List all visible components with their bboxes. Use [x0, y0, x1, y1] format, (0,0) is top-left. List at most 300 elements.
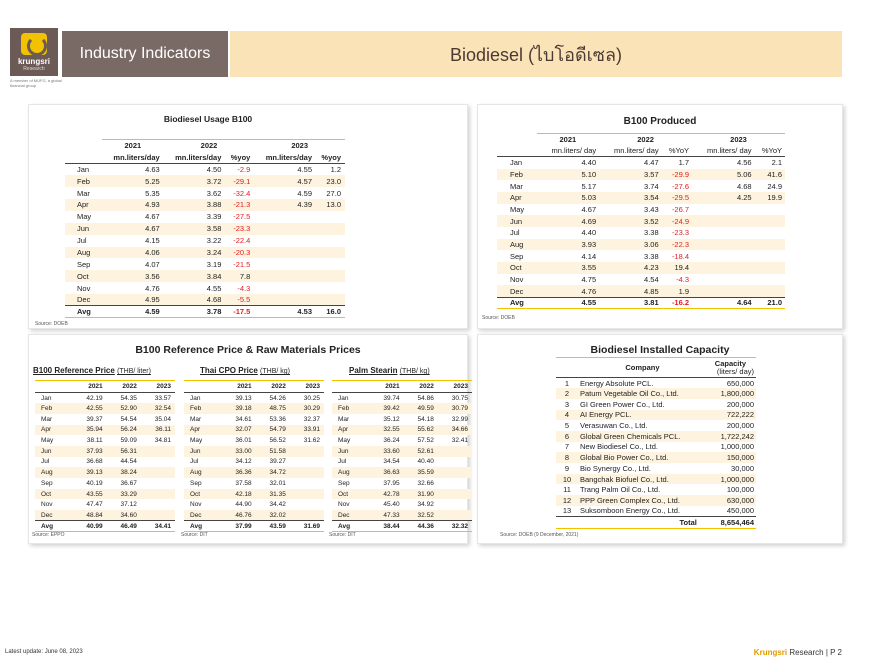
produced-row — [497, 250, 785, 262]
price-avg-row — [184, 521, 324, 532]
usage-cell — [254, 235, 316, 247]
price-year: 2022 — [256, 381, 290, 393]
krungsri-logo — [10, 28, 58, 76]
price-table — [332, 380, 472, 532]
price-cell: 39.13 — [235, 394, 252, 402]
produced-cell: -18.4 — [671, 251, 690, 261]
price-cell: 34.12 — [235, 458, 252, 466]
usage-cell: 23.0 — [316, 175, 345, 187]
produced-cell: 4.85 — [599, 285, 662, 297]
price-month: Aug — [35, 467, 73, 478]
price-cell — [438, 489, 472, 500]
produced-row — [497, 204, 785, 216]
produced-row — [497, 180, 785, 192]
usage-table — [65, 139, 345, 318]
price-month: Feb — [184, 403, 222, 414]
produced-cell — [755, 274, 785, 286]
produced-cell: 2.1 — [771, 158, 782, 168]
produced-cell: -23.3 — [671, 228, 690, 238]
produced-year: 2023 — [692, 134, 785, 146]
usage-row — [65, 235, 345, 247]
usage-cell: 5.25 — [102, 175, 164, 187]
produced-month: Jul — [510, 228, 520, 238]
usage-source: Source: DOEB — [35, 321, 68, 327]
produced-avg-cell: 21.0 — [755, 297, 785, 309]
price-cell: 39.18 — [222, 403, 256, 414]
price-month: Mar — [41, 415, 53, 423]
price-month: Dec — [184, 510, 222, 521]
capacity-company: Energy Absolute PCL. — [580, 378, 654, 388]
price-year: 2021 — [222, 381, 256, 393]
price-cell: 53.36 — [269, 415, 286, 423]
produced-cell: 3.38 — [644, 251, 659, 261]
produced-month: Dec — [497, 285, 537, 297]
usage-cell: 4.57 — [254, 175, 316, 187]
usage-unit: mn.liters/day — [254, 151, 316, 163]
usage-cell — [316, 235, 345, 247]
price-cell: 36.01 — [235, 437, 252, 445]
price-month: Feb — [35, 403, 73, 414]
price-month: Apr — [35, 425, 73, 436]
price-row — [332, 425, 472, 436]
price-month: Nov — [338, 501, 350, 509]
price-table-unit: (THB/ kg) — [399, 368, 430, 375]
usage-cell: 13.0 — [316, 199, 345, 211]
produced-cell: 4.25 — [692, 192, 755, 204]
prices-title: B100 Reference Price & Raw Materials Prices — [135, 344, 361, 356]
produced-cell: 4.54 — [644, 275, 659, 285]
price-row — [332, 489, 472, 500]
section-banner: Industry Indicators — [62, 31, 228, 77]
produced-cell: 3.55 — [537, 262, 600, 274]
price-cell: 34.60 — [107, 510, 141, 521]
price-month: Mar — [338, 415, 350, 423]
produced-row — [497, 262, 785, 274]
usage-cell: 4.63 — [145, 164, 160, 174]
price-month: Sep — [190, 479, 202, 487]
price-cell — [290, 499, 324, 510]
usage-unit: %yoy — [316, 151, 345, 163]
price-year: 2021 — [370, 381, 404, 393]
price-cell: 35.04 — [154, 415, 171, 423]
produced-month: May — [510, 204, 525, 214]
price-cell: 40.19 — [86, 479, 103, 487]
produced-cell: 3.54 — [599, 192, 662, 204]
usage-row — [65, 294, 345, 306]
price-row — [332, 499, 472, 510]
usage-cell — [254, 258, 316, 270]
price-cell: 36.24 — [383, 437, 400, 445]
usage-cell: -20.3 — [225, 247, 254, 259]
price-cell: 37.12 — [120, 501, 137, 509]
usage-cell — [316, 294, 345, 306]
price-avg-cell: 31.69 — [290, 521, 324, 532]
produced-cell: 19.4 — [662, 262, 692, 274]
price-month: Jul — [41, 458, 50, 466]
price-month: Jun — [184, 446, 222, 457]
usage-cell — [316, 270, 345, 282]
capacity-rank: 8 — [556, 452, 578, 463]
usage-cell: 4.67 — [102, 223, 164, 235]
usage-cell — [316, 282, 345, 294]
price-cell — [290, 489, 324, 500]
price-cell: 32.02 — [256, 510, 290, 521]
usage-avg-row — [65, 306, 345, 318]
price-cell: 36.11 — [141, 425, 175, 436]
capacity-value: 1,722,242 — [707, 431, 756, 442]
usage-cell: 3.19 — [206, 259, 222, 269]
price-cell — [438, 446, 472, 457]
capacity-total-value: 8,654,464 — [707, 516, 756, 528]
usage-cell: 4.39 — [254, 199, 316, 211]
usage-avg-cell: Avg — [65, 306, 102, 318]
price-cell: 38.11 — [86, 437, 103, 445]
produced-month: Sep — [510, 251, 524, 261]
usage-cell: -32.4 — [233, 188, 251, 198]
price-row — [332, 414, 472, 425]
usage-cell: -23.3 — [225, 223, 254, 235]
logo-tagline: A member of MUFG, a global financial group — [10, 78, 62, 88]
price-table — [35, 380, 175, 532]
price-cell: 54.86 — [417, 394, 434, 402]
usage-row — [65, 223, 345, 235]
produced-cell: 1.9 — [662, 285, 692, 297]
produced-cell — [692, 274, 755, 286]
usage-cell — [316, 258, 345, 270]
price-cell: 39.13 — [73, 467, 107, 478]
price-row — [35, 478, 175, 489]
price-cell: 30.25 — [303, 394, 320, 402]
price-avg-cell: 43.59 — [256, 521, 290, 532]
capacity-company: Verasuwan Co., Ltd. — [580, 421, 648, 431]
capacity-company: Suksomboon Energy Co., Ltd. — [580, 506, 681, 516]
usage-avg-cell: -17.5 — [225, 306, 254, 318]
price-cell: 34.54 — [383, 458, 400, 466]
price-cell: 39.42 — [370, 403, 404, 414]
page-footer — [754, 648, 842, 657]
price-row — [184, 510, 324, 521]
price-table — [184, 380, 324, 532]
price-year: 2023 — [290, 381, 324, 393]
produced-month: Jan — [510, 158, 523, 168]
price-cell: 51.58 — [256, 446, 290, 457]
last-updated: Latest update: June 08, 2023 — [5, 649, 83, 655]
capacity-table — [556, 357, 756, 529]
usage-cell: 4.55 — [206, 283, 222, 293]
price-cell: 42.78 — [370, 489, 404, 500]
usage-row — [65, 163, 345, 175]
price-year: 2021 — [73, 381, 107, 393]
price-row — [184, 467, 324, 478]
price-cell — [438, 478, 472, 489]
capacity-value: 1,000,000 — [707, 474, 756, 485]
price-cell: 36.36 — [222, 467, 256, 478]
capacity-company: Bangchak Biofuel Co., Ltd. — [578, 474, 707, 485]
price-row — [332, 393, 472, 404]
capacity-row — [556, 420, 756, 431]
usage-cell: -22.4 — [233, 236, 251, 246]
usage-cell: 4.67 — [145, 212, 160, 222]
usage-cell: 4.68 — [164, 294, 226, 306]
produced-source: Source: DOEB — [482, 315, 515, 321]
footer-brand: Krungsri — [753, 648, 788, 657]
produced-unit: %YoY — [662, 145, 692, 157]
capacity-company: GI Green Power Co., Ltd. — [580, 399, 665, 409]
produced-table — [497, 133, 785, 309]
price-month: Mar — [190, 415, 202, 423]
usage-year: 2023 — [254, 140, 345, 152]
price-cell — [438, 510, 472, 521]
usage-unit: mn.liters/day — [164, 151, 226, 163]
price-avg-cell: 37.99 — [222, 521, 256, 532]
price-avg-row — [35, 521, 175, 532]
capacity-rank: 2 — [556, 388, 578, 399]
produced-cell: -22.3 — [662, 239, 692, 251]
price-cell: 42.55 — [73, 403, 107, 414]
price-cell: 54.26 — [269, 394, 286, 402]
capacity-rank: 10 — [556, 474, 578, 485]
price-cell: 36.67 — [120, 479, 137, 487]
price-row — [35, 510, 175, 521]
capacity-col-company: Company — [578, 358, 707, 378]
produced-cell: -29.9 — [662, 169, 692, 181]
capacity-title: Biodiesel Installed Capacity — [590, 344, 730, 356]
produced-avg-cell: -16.2 — [662, 297, 692, 309]
capacity-value: 150,000 — [707, 452, 756, 463]
produced-cell — [692, 262, 755, 274]
produced-month: Aug — [497, 239, 537, 251]
produced-cell: 5.06 — [692, 169, 755, 181]
capacity-rank: 3 — [564, 399, 570, 409]
price-avg-cell: Avg — [184, 521, 222, 532]
capacity-row — [556, 495, 756, 506]
price-row — [35, 489, 175, 500]
price-cell: 42.18 — [222, 489, 256, 500]
price-cell: 56.24 — [107, 425, 141, 436]
price-table-name: B100 Reference Price — [33, 366, 115, 375]
usage-row — [65, 187, 345, 199]
produced-row — [497, 274, 785, 286]
price-month: Nov — [190, 501, 202, 509]
produced-row — [497, 227, 785, 239]
price-month: Jul — [338, 458, 347, 466]
capacity-rank: 4 — [556, 410, 578, 421]
capacity-value: 630,000 — [707, 495, 756, 506]
produced-title: B100 Produced — [623, 116, 697, 127]
price-month: May — [41, 437, 54, 445]
usage-cell: 3.88 — [164, 199, 226, 211]
price-month: Oct — [184, 489, 222, 500]
price-cell: 54.18 — [417, 415, 434, 423]
price-cell: 31.62 — [303, 437, 320, 445]
price-month: Dec — [35, 510, 73, 521]
produced-cell: -29.5 — [662, 192, 692, 204]
price-cell: 30.29 — [290, 403, 324, 414]
capacity-rank: 7 — [564, 442, 570, 452]
price-cell: 39.27 — [269, 458, 286, 466]
price-row — [184, 403, 324, 414]
produced-cell: 41.6 — [755, 169, 785, 181]
capacity-value: 1,800,000 — [707, 388, 756, 399]
price-row — [332, 467, 472, 478]
price-row — [35, 425, 175, 436]
price-row — [184, 435, 324, 446]
price-cell: 33.00 — [222, 446, 256, 457]
price-cell: 57.52 — [417, 437, 434, 445]
price-cell: 44.54 — [120, 458, 137, 466]
produced-month: Oct — [497, 262, 537, 274]
produced-month: Apr — [497, 192, 537, 204]
price-table-unit: (THB/ liter) — [117, 368, 151, 375]
price-table-unit: (THB/ kg) — [260, 368, 290, 375]
produced-cell — [692, 250, 755, 262]
usage-cell: -2.9 — [237, 164, 251, 174]
price-cell — [290, 467, 324, 478]
capacity-value: 650,000 — [726, 378, 754, 388]
price-cell — [141, 499, 175, 510]
price-month: Jun — [332, 446, 370, 457]
price-cell — [290, 510, 324, 521]
price-cell: 54.79 — [256, 425, 290, 436]
price-cell: 31.35 — [256, 489, 290, 500]
price-cell: 34.66 — [438, 425, 472, 436]
produced-cell — [755, 215, 785, 227]
produced-cell — [755, 239, 785, 251]
usage-unit: mn.liters/day — [102, 151, 164, 163]
price-row — [332, 478, 472, 489]
usage-month: Feb — [65, 175, 102, 187]
usage-row — [65, 270, 345, 282]
usage-month: Mar — [77, 188, 90, 198]
usage-month: Apr — [65, 199, 102, 211]
produced-year: 2022 — [599, 134, 692, 146]
price-cell: 37.93 — [73, 446, 107, 457]
capacity-company: Bio Synergy Co., Ltd. — [580, 463, 651, 473]
price-year: 2022 — [107, 381, 141, 393]
capacity-company: PPP Green Complex Co., Ltd. — [578, 495, 707, 506]
usage-unit: %yoy — [225, 151, 254, 163]
price-year: 2023 — [141, 381, 175, 393]
usage-cell — [254, 294, 316, 306]
produced-month: Mar — [510, 181, 523, 191]
price-month: Feb — [332, 403, 370, 414]
price-cell: 34.81 — [154, 437, 171, 445]
usage-cell: 3.24 — [164, 247, 226, 259]
price-row — [35, 446, 175, 457]
price-row — [332, 403, 472, 414]
price-cell: 32.55 — [370, 425, 404, 436]
usage-cell: 4.95 — [102, 294, 164, 306]
usage-cell: -27.5 — [233, 212, 251, 222]
produced-cell — [755, 250, 785, 262]
price-source: Source: EPPO — [32, 532, 65, 538]
usage-cell: -5.5 — [225, 294, 254, 306]
usage-cell: 5.35 — [145, 188, 160, 198]
produced-cell — [755, 204, 785, 216]
usage-cell — [316, 247, 345, 259]
usage-cell: 1.2 — [330, 164, 341, 174]
capacity-company: Trang Palm Oil Co., Ltd. — [580, 485, 661, 495]
capacity-row — [556, 410, 756, 421]
capacity-row — [556, 484, 756, 495]
capacity-value: 450,000 — [726, 506, 754, 516]
capacity-row — [556, 388, 756, 399]
price-month: Apr — [332, 425, 370, 436]
price-cell: 48.84 — [73, 510, 107, 521]
price-cell: 32.01 — [269, 479, 286, 487]
produced-row — [497, 192, 785, 204]
price-row — [35, 393, 175, 404]
logo-sub: Research — [23, 66, 45, 72]
produced-cell: 3.93 — [537, 239, 600, 251]
price-cell — [438, 467, 472, 478]
usage-row — [65, 247, 345, 259]
price-cell — [141, 467, 175, 478]
price-row — [332, 435, 472, 446]
price-cell: 34.92 — [417, 501, 434, 509]
price-cell: 30.79 — [438, 403, 472, 414]
usage-cell: -21.3 — [225, 199, 254, 211]
usage-cell — [254, 270, 316, 282]
usage-cell: 3.39 — [206, 212, 222, 222]
usage-title: Biodiesel Usage B100 — [163, 114, 253, 124]
price-cell — [438, 499, 472, 510]
produced-cell: 4.40 — [581, 158, 597, 168]
usage-cell: -29.1 — [225, 175, 254, 187]
usage-month: Jan — [77, 164, 90, 174]
usage-cell: 4.06 — [102, 247, 164, 259]
capacity-source: Source: DOEB (9 December, 2021) — [500, 532, 579, 538]
price-row — [332, 446, 472, 457]
capacity-col-unit: (liters/ day) — [716, 366, 754, 376]
usage-row — [65, 258, 345, 270]
price-cell: 32.41 — [451, 437, 468, 445]
produced-cell: -4.3 — [676, 275, 690, 285]
produced-cell: 4.14 — [581, 251, 597, 261]
price-row — [35, 403, 175, 414]
logo-name: krungsri — [17, 57, 50, 66]
price-cell: 32.52 — [404, 510, 438, 521]
price-month: Dec — [332, 510, 370, 521]
price-month: Jul — [190, 458, 199, 466]
capacity-company: Patum Vegetable Oil Co., Ltd. — [578, 388, 707, 399]
price-month: Apr — [184, 425, 222, 436]
price-row — [184, 414, 324, 425]
capacity-row — [556, 442, 756, 453]
price-cell: 40.40 — [417, 458, 434, 466]
usage-cell: 3.22 — [206, 236, 222, 246]
price-row — [35, 457, 175, 468]
produced-row — [497, 285, 785, 297]
usage-avg-cell: 4.59 — [102, 306, 164, 318]
price-cell: 47.47 — [86, 501, 103, 509]
price-cell: 47.33 — [370, 510, 404, 521]
price-avg-cell: 44.36 — [404, 521, 438, 532]
price-cell: 54.35 — [120, 394, 137, 402]
price-row — [35, 414, 175, 425]
price-cell: 35.12 — [383, 415, 400, 423]
price-year: 2023 — [438, 381, 472, 393]
usage-cell — [254, 211, 316, 223]
produced-cell: 3.06 — [599, 239, 662, 251]
price-cell: 34.72 — [256, 467, 290, 478]
price-row — [184, 457, 324, 468]
price-month: Sep — [41, 479, 53, 487]
capacity-value: 200,000 — [726, 421, 754, 431]
price-cell: 35.94 — [73, 425, 107, 436]
price-cell — [141, 446, 175, 457]
price-cell — [290, 457, 324, 468]
